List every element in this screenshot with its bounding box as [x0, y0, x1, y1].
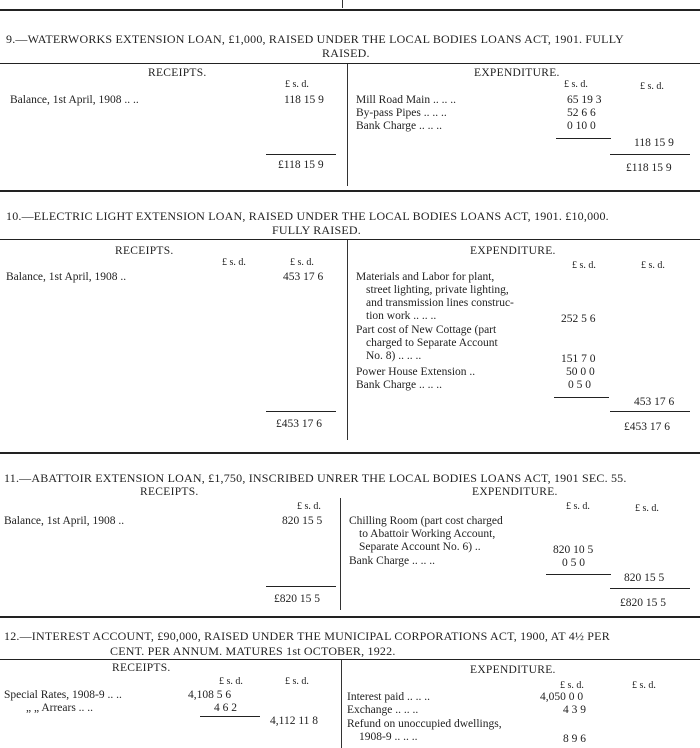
- lsd-header: £ s. d.: [635, 503, 659, 514]
- expense-item: Mill Road Main .. .. ..: [356, 94, 456, 106]
- section-9-title: 9.—WATERWORKS EXTENSION LOAN, £1,000, RAISED UNDER THE LOCAL BODIES LOANS ACT, 1901. FULLY: [6, 32, 624, 46]
- lsd-header: £ s. d.: [285, 79, 309, 90]
- expense-item-line: charged to Separate Account: [366, 337, 498, 349]
- expense-item: Bank Charge .. .. ..: [356, 379, 443, 391]
- expense-item-line: tion work .. .. ..: [366, 310, 437, 322]
- header-rule: [0, 659, 700, 660]
- header-rule: [0, 63, 700, 64]
- receipt-item: Special Rates, 1908-9 .. ..: [4, 689, 122, 701]
- section-rule: [0, 190, 700, 192]
- expense-value: 50 0 0: [566, 366, 595, 378]
- subtotal-rule: [546, 574, 611, 575]
- balance-label: Balance, 1st April, 1908 ..: [6, 271, 127, 283]
- expense-value: 4,050 0 0: [540, 691, 584, 703]
- expenditure-heading: EXPENDITURE.: [472, 486, 558, 498]
- expenditure-heading: EXPENDITURE.: [474, 67, 560, 79]
- section-10-title: 10.—ELECTRIC LIGHT EXTENSION LOAN, RAISED UNDER THE LOCAL BODIES LOANS ACT, 1901. £10,000.: [6, 209, 609, 223]
- expense-item-line: Refund on unoccupied dwellings,: [347, 718, 502, 730]
- expense-item-line: to Abattoir Working Account,: [359, 528, 496, 540]
- lsd-header: £ s. d.: [564, 79, 588, 90]
- total-rule: [266, 586, 336, 587]
- lsd-header: £ s. d.: [290, 257, 314, 268]
- expense-value: 151 7 0: [561, 353, 596, 365]
- expense-item: Exchange .. .. ..: [347, 704, 419, 716]
- expenditure-heading: EXPENDITURE.: [470, 664, 556, 676]
- total-rule: [266, 154, 336, 155]
- expense-item: By-pass Pipes .. .. ..: [356, 107, 447, 119]
- column-divider: [347, 64, 348, 186]
- expense-value: 65 19 3: [567, 94, 602, 106]
- expense-item-line: street lighting, private lighting,: [366, 284, 509, 296]
- expense-item: Interest paid .. .. ..: [347, 691, 431, 703]
- receipts-total: £453 17 6: [276, 418, 322, 430]
- lsd-header: £ s. d.: [222, 257, 246, 268]
- expenditure-total: £118 15 9: [626, 162, 672, 174]
- total-rule: [610, 154, 690, 155]
- balance-label: Balance, 1st April, 1908 ..: [4, 515, 125, 527]
- section-rule: [0, 452, 700, 454]
- receipts-heading: RECEIPTS.: [148, 67, 207, 79]
- total-rule: [610, 588, 690, 589]
- column-divider-top: [342, 0, 343, 8]
- expenditure-total: £820 15 5: [620, 597, 666, 609]
- expense-item-line: and transmission lines construc-: [366, 297, 514, 309]
- expense-item: Bank Charge .. .. ..: [356, 120, 443, 132]
- lsd-header: £ s. d.: [641, 260, 665, 271]
- expense-total: 118 15 9: [634, 137, 674, 149]
- expense-item: Power House Extension ..: [356, 366, 476, 378]
- lsd-header: £ s. d.: [566, 501, 590, 512]
- receipts-heading: RECEIPTS.: [112, 662, 171, 674]
- expense-value: 0 5 0: [562, 557, 585, 569]
- header-rule: [0, 239, 700, 240]
- expense-item-line: Separate Account No. 6) ..: [359, 541, 481, 553]
- receipts-heading: RECEIPTS.: [140, 486, 199, 498]
- section-rule: [0, 9, 700, 11]
- receipts-total: £820 15 5: [274, 593, 320, 605]
- column-divider: [347, 240, 348, 440]
- expense-value: 8 9 6: [563, 733, 586, 745]
- expense-value: 0 5 0: [568, 379, 591, 391]
- subtotal-rule: [200, 716, 260, 717]
- balance-value: 453 17 6: [283, 271, 324, 283]
- expense-value: 0 10 0: [567, 120, 596, 132]
- expense-total: 453 17 6: [634, 396, 675, 408]
- balance-label: Balance, 1st April, 1908 .. ..: [10, 94, 139, 106]
- expense-item: Bank Charge .. .. ..: [349, 555, 436, 567]
- subtotal-rule: [554, 397, 609, 398]
- total-rule: [266, 411, 336, 412]
- expense-item-line: No. 8) .. .. ..: [366, 350, 422, 362]
- expense-value: 252 5 6: [561, 313, 596, 325]
- lsd-header: £ s. d.: [640, 81, 664, 92]
- section-9-title-cont: RAISED.: [322, 46, 370, 60]
- expense-item-line: Materials and Labor for plant,: [356, 271, 495, 283]
- balance-value: 820 15 5: [282, 515, 323, 527]
- lsd-header: £ s. d.: [219, 676, 243, 687]
- section-10-title-cont: FULLY RAISED.: [272, 223, 361, 237]
- lsd-header: £ s. d.: [572, 260, 596, 271]
- expense-value: 4 3 9: [563, 704, 586, 716]
- receipt-item: „ „ Arrears .. ..: [26, 702, 94, 714]
- column-divider: [341, 660, 342, 748]
- expense-value: 820 10 5: [553, 544, 594, 556]
- expense-item-line: Part cost of New Cottage (part: [356, 324, 497, 336]
- receipt-value: 4 6 2: [214, 702, 237, 714]
- section-12-title: 12.—INTEREST ACCOUNT, £90,000, RAISED UNDER THE MUNICIPAL CORPORATIONS ACT, 1900, AT 4½ PER: [4, 629, 610, 643]
- expense-total: 820 15 5: [624, 572, 665, 584]
- expense-value: 52 6 6: [567, 107, 596, 119]
- lsd-header: £ s. d.: [560, 680, 584, 691]
- section-12-title-cont: CENT. PER ANNUM. MATURES 1st OCTOBER, 1922.: [110, 644, 396, 658]
- expenditure-heading: EXPENDITURE.: [470, 245, 556, 257]
- total-rule: [610, 411, 690, 412]
- receipt-value: 4,108 5 6: [188, 689, 232, 701]
- column-divider: [340, 498, 341, 610]
- section-11-title: 11.—ABATTOIR EXTENSION LOAN, £1,750, INSCRIBED UNRER THE LOCAL BODIES LOANS ACT, 1901 SEC. 55.: [4, 471, 627, 485]
- lsd-header: £ s. d.: [285, 676, 309, 687]
- lsd-header: £ s. d.: [632, 680, 656, 691]
- expense-item-line: Chilling Room (part cost charged: [349, 515, 503, 527]
- receipts-total: £118 15 9: [278, 159, 324, 171]
- balance-value: 118 15 9: [284, 94, 324, 106]
- receipts-heading: RECEIPTS.: [115, 245, 174, 257]
- lsd-header: £ s. d.: [297, 501, 321, 512]
- subtotal-rule: [556, 138, 611, 139]
- receipts-total: 4,112 11 8: [270, 715, 319, 727]
- expenditure-total: £453 17 6: [624, 421, 670, 433]
- section-rule: [0, 616, 700, 618]
- expense-item-line: 1908-9 .. .. ..: [359, 731, 418, 743]
